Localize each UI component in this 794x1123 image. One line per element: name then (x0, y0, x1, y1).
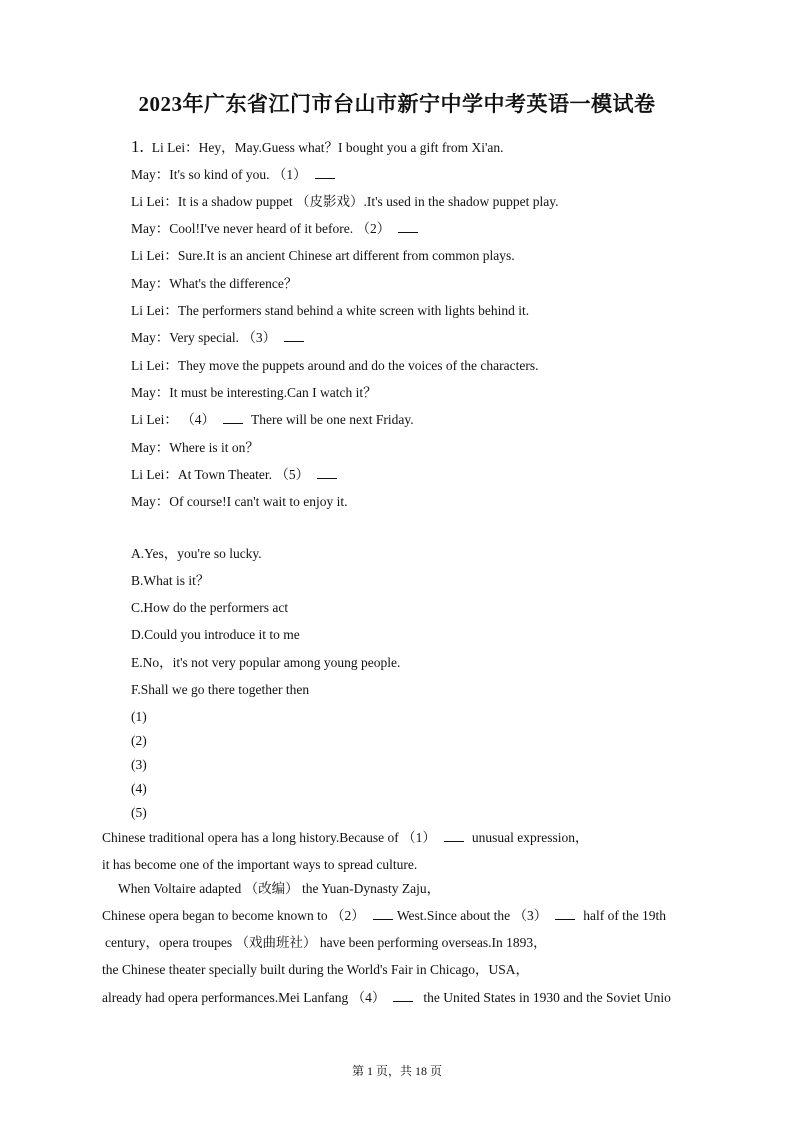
dialogue-line-11 (131, 411, 414, 429)
answer-blank[interactable] (317, 466, 337, 479)
passage-line-3: When Voltaire adapted （改编） the Yuan-Dynasty Zaju， (118, 881, 441, 896)
passage-text: half of the 19th (583, 908, 667, 923)
answer-blank[interactable] (555, 907, 575, 920)
answer-slot-5[interactable]: (5) (131, 805, 147, 820)
answer-blank[interactable] (444, 829, 464, 842)
passage-line-1 (102, 829, 589, 847)
dialogue-line-13 (131, 466, 341, 484)
answer-slot-3[interactable]: (3) (131, 757, 147, 772)
dialogue-line-8 (131, 329, 308, 347)
dialogue-text: May：Cool!I've never heard of it before. （2） (131, 221, 391, 236)
passage-line-6: the Chinese theater specially built during the World's Fair in Chicago，USA， (102, 962, 530, 977)
dialogue-line-9 (131, 357, 539, 375)
passage-text: Chinese opera began to become known to （2） (102, 908, 365, 923)
dialogue-line-14 (131, 493, 348, 511)
page-footer: 第 1 页，共 18 页 (351, 1064, 442, 1078)
dialogue-text: Li Lei：At Town Theater. （5） (131, 467, 310, 482)
option-e: E.No，it's not very popular among young people. (131, 655, 401, 670)
dialogue-line-6 (131, 275, 297, 293)
passage-text: Chinese traditional opera has a long history.Because of （1） (102, 830, 436, 845)
dialogue-line-1 (131, 138, 504, 157)
dialogue-line-5 (131, 247, 515, 265)
option-f: F.Shall we go there together then (131, 682, 310, 697)
answer-blank[interactable] (398, 220, 418, 233)
dialogue-line-10 (131, 384, 377, 402)
answer-blank[interactable] (284, 329, 304, 342)
answer-blank[interactable] (373, 907, 393, 920)
answer-slot-2[interactable]: (2) (131, 733, 147, 748)
dialogue-text: Li Lei： （4） (131, 412, 215, 427)
option-c: C.How do the performers act (131, 600, 289, 615)
answer-blank[interactable] (223, 411, 243, 424)
dialogue-text: May：Very special. （3） (131, 330, 277, 345)
dialogue-text: May：Of course!I can't wait to enjoy it. (131, 494, 348, 509)
answer-blank[interactable] (315, 166, 335, 179)
dialogue-text: May：It must be interesting.Can I watch it？ (131, 385, 377, 400)
dialogue-line-4 (131, 220, 422, 238)
dialogue-line-2 (131, 166, 339, 184)
dialogue-text: Li Lei：Sure.It is an ancient Chinese art different from common plays. (131, 248, 515, 263)
dialogue-text: May：It's so kind of you. （1） (131, 167, 307, 182)
dialogue-text: There will be one next Friday. (251, 412, 414, 427)
answer-slot-1[interactable]: (1) (131, 709, 147, 724)
dialogue-text: Li Lei：They move the puppets around and do the voices of the characters. (131, 358, 539, 373)
question-number: 1. (131, 137, 144, 156)
passage-line-4 (102, 907, 666, 925)
option-d: D.Could you introduce it to me (131, 627, 300, 642)
option-b: B.What is it？ (131, 573, 210, 588)
page-title: 2023年广东省江门市台山市新宁中学中考英语一模试卷 (138, 92, 656, 116)
passage-line-5: century，opera troupes （戏曲班社） have been performing overseas.In 1893， (105, 935, 547, 950)
option-a: A.Yes，you're so lucky. (131, 546, 262, 561)
passage-line-2: it has become one of the important ways to spread culture. (102, 857, 418, 872)
dialogue-text: May：What's the difference？ (131, 276, 298, 291)
dialogue-line-3 (131, 193, 559, 211)
dialogue-text: Li Lei：It is a shadow puppet （皮影戏）.It's used in the shadow puppet play. (131, 194, 559, 209)
dialogue-text: Li Lei：Hey，May.Guess what？I bought you a gift from Xi'an. (151, 140, 504, 155)
answer-slot-4[interactable]: (4) (131, 781, 147, 796)
passage-text: the United States in 1930 and the Soviet Unio (423, 990, 671, 1005)
dialogue-line-7 (131, 302, 529, 320)
passage-line-7 (102, 989, 671, 1007)
dialogue-line-12 (131, 439, 259, 457)
dialogue-text: Li Lei：The performers stand behind a white screen with lights behind it. (131, 303, 530, 318)
passage-text: West.Since about the （3） (396, 908, 548, 923)
passage-text: already had opera performances.Mei Lanfang （4） (102, 990, 386, 1005)
passage-text: unusual expression， (471, 830, 589, 845)
answer-blank[interactable] (393, 989, 413, 1002)
dialogue-text: May：Where is it on？ (131, 440, 259, 455)
